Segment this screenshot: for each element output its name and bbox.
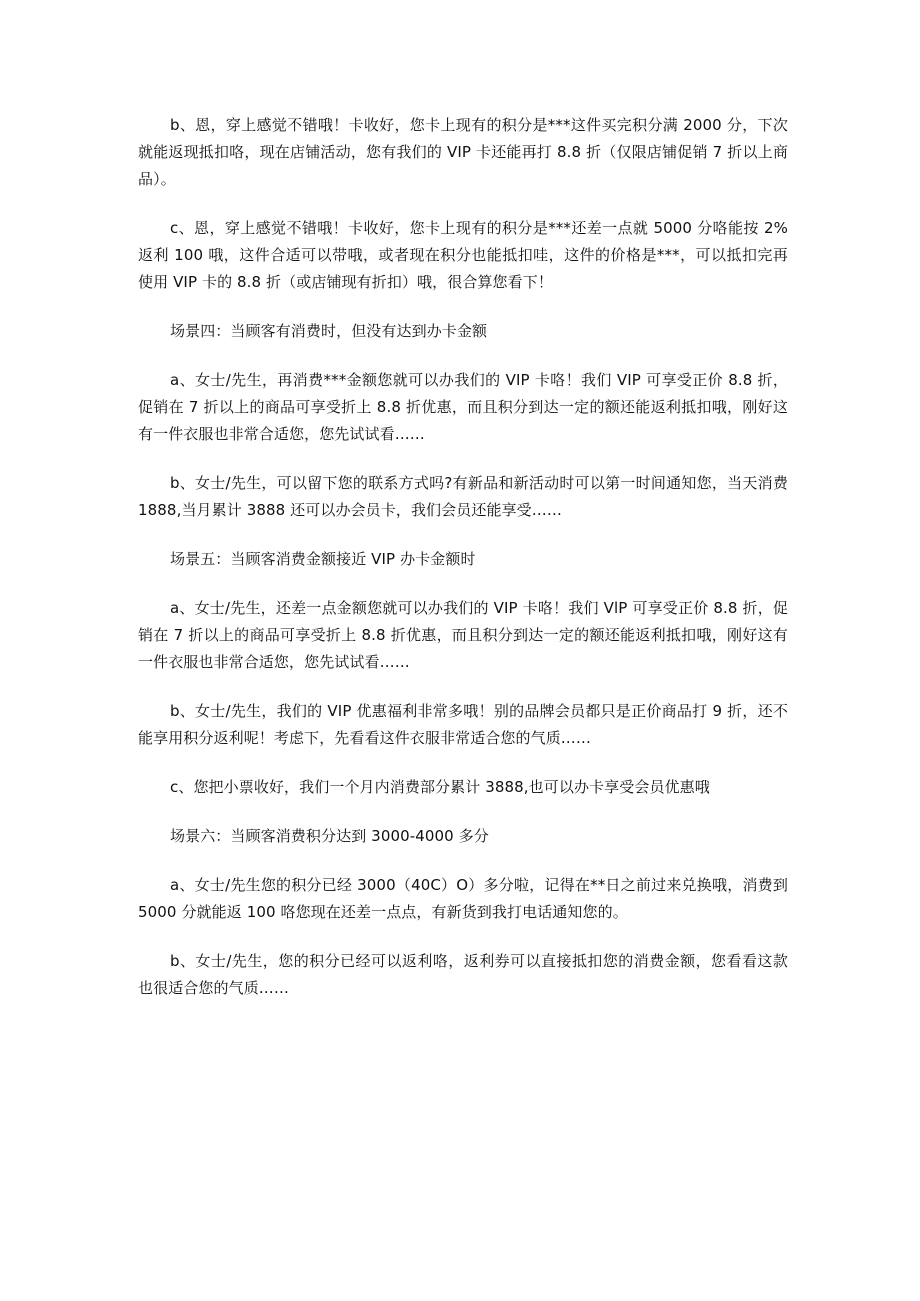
scenario-four-paragraph-a: a、女士/先生，再消费***金额您就可以办我们的 VIP 卡咯！我们 VIP 可享受正价 8.8 折，促销在 7 折以上的商品可享受折上 8.8 折优惠，而且积分到达一定的额还能返利抵扣哦，刚好这有一件衣服也非常合适您，您先试试看……: [138, 371, 788, 443]
scenario-five-paragraph-b: b、女士/先生，我们的 VIP 优惠福利非常多哦！别的品牌会员都只是正价商品打 9 折，还不能享用积分返利呢！考虑下，先看看这件衣服非常适合您的气质……: [138, 702, 788, 747]
scenario-six-heading: 场景六：当顾客消费积分达到 3000-4000 多分: [170, 827, 489, 845]
paragraph-b-points-2000: b、恩，穿上感觉不错哦！卡收好，您卡上现有的积分是***这件买完积分满 2000 分，下次就能返现抵扣咯，现在店铺活动，您有我们的 VIP 卡还能再打 8.8 折（仅限店铺促销 7 折以上商品）。: [138, 116, 788, 188]
scenario-four-heading: 场景四：当顾客有消费时，但没有达到办卡金额: [170, 322, 488, 340]
paragraph-c-points-5000: c、恩，穿上感觉不错哦！卡收好，您卡上现有的积分是***还差一点就 5000 分咯能按 2%返利 100 哦，这件合适可以带哦，或者现在积分也能抵扣哇，这件的价格是***，可以抵扣完再使用 VIP 卡的 8.8 折（或店铺现有折扣）哦，很合算您看下！: [138, 219, 788, 291]
scenario-five-paragraph-a: a、女士/先生，还差一点金额您就可以办我们的 VIP 卡咯！我们 VlP 可享受正价 8.8 折，促销在 7 折以上的商品可享受折上 8.8 折优惠，而且积分到达一定的额还能返利抵扣哦，刚好这有一件衣服也非常合适您，您先试试看……: [138, 599, 788, 671]
scenario-four-paragraph-b: b、女士/先生，可以留下您的联系方式吗?有新品和新活动时可以第一时间通知您，当天消费 1888,当月累计 3888 还可以办会员卡，我们会员还能享受……: [138, 474, 788, 519]
scenario-six-paragraph-a: a、女士/先生您的积分已经 3000（40C）O）多分啦，记得在**日之前过来兑换哦，消费到 5000 分就能返 100 咯您现在还差一点点，有新货到我打电话通知您的。: [138, 876, 788, 921]
scenario-five-paragraph-c: c、您把小票收好，我们一个月内消费部分累计 3888,也可以办卡享受会员优惠哦: [170, 778, 710, 796]
scenario-six-paragraph-b: b、女士/先生，您的积分已经可以返利咯，返利券可以直接抵扣您的消费金额，您看看这款也很适合您的气质……: [138, 952, 788, 997]
scenario-five-heading: 场景五：当顾客消费金额接近 VIP 办卡金额时: [170, 550, 476, 568]
document-body: [138, 112, 788, 1024]
